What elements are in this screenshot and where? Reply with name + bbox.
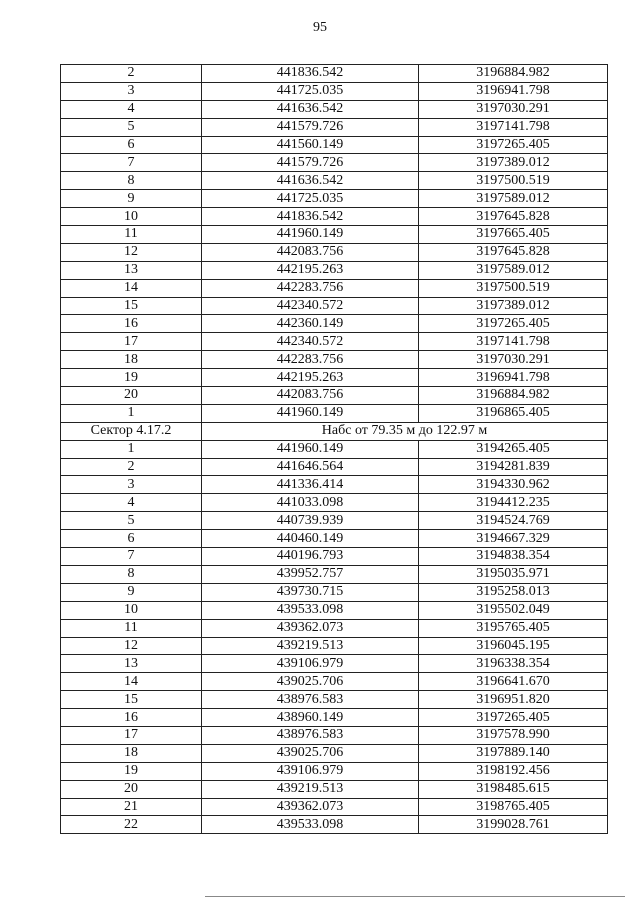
table-row (61, 226, 608, 244)
table-row (61, 673, 608, 691)
y-coordinate: 3197389.012 (419, 297, 608, 315)
point-number: 7 (61, 548, 202, 566)
y-coordinate: 3196941.798 (419, 369, 608, 387)
x-coordinate: 438960.149 (202, 709, 419, 727)
x-coordinate: 441033.098 (202, 494, 419, 512)
table-row (61, 637, 608, 655)
y-coordinate: 3197265.405 (419, 709, 608, 727)
x-coordinate: 441336.414 (202, 476, 419, 494)
point-number: 19 (61, 369, 202, 387)
x-coordinate: 440196.793 (202, 548, 419, 566)
y-coordinate: 3197665.405 (419, 226, 608, 244)
table-row (61, 440, 608, 458)
point-number: 8 (61, 172, 202, 190)
point-number: 22 (61, 816, 202, 834)
y-coordinate: 3197030.291 (419, 351, 608, 369)
y-coordinate: 3197389.012 (419, 154, 608, 172)
y-coordinate: 3196338.354 (419, 655, 608, 673)
table-row (61, 297, 608, 315)
table-row (61, 279, 608, 297)
x-coordinate: 439106.979 (202, 655, 419, 673)
y-coordinate: 3197030.291 (419, 100, 608, 118)
y-coordinate: 3197141.798 (419, 333, 608, 351)
point-number: 9 (61, 583, 202, 601)
point-number: 13 (61, 655, 202, 673)
y-coordinate: 3198765.405 (419, 798, 608, 816)
x-coordinate: 439730.715 (202, 583, 419, 601)
y-coordinate: 3197500.519 (419, 279, 608, 297)
y-coordinate: 3197589.012 (419, 261, 608, 279)
table-row (61, 548, 608, 566)
y-coordinate: 3194412.235 (419, 494, 608, 512)
table-row (61, 190, 608, 208)
point-number: 14 (61, 673, 202, 691)
x-coordinate: 441960.149 (202, 226, 419, 244)
points-after (61, 440, 608, 834)
point-number: 2 (61, 65, 202, 83)
table-row (61, 709, 608, 727)
x-coordinate: 442283.756 (202, 279, 419, 297)
y-coordinate: 3194524.769 (419, 512, 608, 530)
point-number: 16 (61, 315, 202, 333)
x-coordinate: 440739.939 (202, 512, 419, 530)
table-row (61, 369, 608, 387)
x-coordinate: 442360.149 (202, 315, 419, 333)
point-number: 10 (61, 208, 202, 226)
y-coordinate: 3194265.405 (419, 440, 608, 458)
point-number: 15 (61, 691, 202, 709)
x-coordinate: 439025.706 (202, 744, 419, 762)
x-coordinate: 441725.035 (202, 82, 419, 100)
y-coordinate: 3197265.405 (419, 136, 608, 154)
x-coordinate: 441636.542 (202, 172, 419, 190)
x-coordinate: 441836.542 (202, 208, 419, 226)
points-before (61, 65, 608, 423)
sector-row (61, 422, 608, 440)
table-row (61, 601, 608, 619)
y-coordinate: 3195258.013 (419, 583, 608, 601)
x-coordinate: 442340.572 (202, 297, 419, 315)
x-coordinate: 441725.035 (202, 190, 419, 208)
coordinates-table (60, 64, 608, 834)
table-row (61, 82, 608, 100)
table-row (61, 583, 608, 601)
point-number: 16 (61, 709, 202, 727)
table-row (61, 387, 608, 405)
y-coordinate: 3197589.012 (419, 190, 608, 208)
point-number: 6 (61, 136, 202, 154)
point-number: 12 (61, 243, 202, 261)
table-row (61, 691, 608, 709)
x-coordinate: 442195.263 (202, 261, 419, 279)
table-row (61, 726, 608, 744)
x-coordinate: 442195.263 (202, 369, 419, 387)
table-row (61, 565, 608, 583)
x-coordinate: 439362.073 (202, 619, 419, 637)
y-coordinate: 3195035.971 (419, 565, 608, 583)
sector-header (61, 422, 608, 440)
table-row (61, 154, 608, 172)
sector-note: Набс от 79.35 м до 122.97 м (202, 422, 608, 440)
x-coordinate: 441960.149 (202, 440, 419, 458)
point-number: 13 (61, 261, 202, 279)
point-number: 11 (61, 619, 202, 637)
y-coordinate: 3196045.195 (419, 637, 608, 655)
y-coordinate: 3198485.615 (419, 780, 608, 798)
x-coordinate: 439952.757 (202, 565, 419, 583)
table-row (61, 494, 608, 512)
table-row (61, 333, 608, 351)
table-row (61, 619, 608, 637)
y-coordinate: 3196951.820 (419, 691, 608, 709)
y-coordinate: 3199028.761 (419, 816, 608, 834)
y-coordinate: 3196884.982 (419, 387, 608, 405)
point-number: 5 (61, 118, 202, 136)
y-coordinate: 3197500.519 (419, 172, 608, 190)
y-coordinate: 3197645.828 (419, 243, 608, 261)
bottom-rule (205, 896, 625, 897)
y-coordinate: 3194838.354 (419, 548, 608, 566)
y-coordinate: 3196941.798 (419, 82, 608, 100)
y-coordinate: 3194330.962 (419, 476, 608, 494)
x-coordinate: 439025.706 (202, 673, 419, 691)
x-coordinate: 441836.542 (202, 65, 419, 83)
page-number: 95 (313, 20, 327, 35)
x-coordinate: 439106.979 (202, 762, 419, 780)
x-coordinate: 442083.756 (202, 243, 419, 261)
point-number: 1 (61, 404, 202, 422)
x-coordinate: 441960.149 (202, 404, 419, 422)
x-coordinate: 441636.542 (202, 100, 419, 118)
x-coordinate: 439362.073 (202, 798, 419, 816)
table-row (61, 744, 608, 762)
point-number: 4 (61, 494, 202, 512)
table-row (61, 243, 608, 261)
table-row (61, 816, 608, 834)
point-number: 8 (61, 565, 202, 583)
x-coordinate: 441579.726 (202, 118, 419, 136)
table-row (61, 404, 608, 422)
x-coordinate: 442340.572 (202, 333, 419, 351)
point-number: 12 (61, 637, 202, 655)
y-coordinate: 3196865.405 (419, 404, 608, 422)
table-row (61, 172, 608, 190)
table-row (61, 208, 608, 226)
table-row (61, 65, 608, 83)
y-coordinate: 3195502.049 (419, 601, 608, 619)
x-coordinate: 440460.149 (202, 530, 419, 548)
y-coordinate: 3195765.405 (419, 619, 608, 637)
y-coordinate: 3194281.839 (419, 458, 608, 476)
table-row (61, 351, 608, 369)
table-row (61, 118, 608, 136)
point-number: 6 (61, 530, 202, 548)
point-number: 7 (61, 154, 202, 172)
table-row (61, 530, 608, 548)
y-coordinate: 3198192.456 (419, 762, 608, 780)
point-number: 21 (61, 798, 202, 816)
x-coordinate: 438976.583 (202, 691, 419, 709)
point-number: 9 (61, 190, 202, 208)
point-number: 20 (61, 780, 202, 798)
point-number: 2 (61, 458, 202, 476)
x-coordinate: 442083.756 (202, 387, 419, 405)
table-row (61, 315, 608, 333)
table-row (61, 655, 608, 673)
x-coordinate: 441560.149 (202, 136, 419, 154)
x-coordinate: 438976.583 (202, 726, 419, 744)
point-number: 18 (61, 744, 202, 762)
y-coordinate: 3196884.982 (419, 65, 608, 83)
table-row (61, 780, 608, 798)
point-number: 20 (61, 387, 202, 405)
point-number: 3 (61, 82, 202, 100)
table-row (61, 100, 608, 118)
table-row (61, 512, 608, 530)
x-coordinate: 442283.756 (202, 351, 419, 369)
point-number: 5 (61, 512, 202, 530)
x-coordinate: 441646.564 (202, 458, 419, 476)
y-coordinate: 3197889.140 (419, 744, 608, 762)
x-coordinate: 439219.513 (202, 637, 419, 655)
table-row (61, 458, 608, 476)
x-coordinate: 439533.098 (202, 601, 419, 619)
y-coordinate: 3197578.990 (419, 726, 608, 744)
point-number: 3 (61, 476, 202, 494)
point-number: 1 (61, 440, 202, 458)
x-coordinate: 439219.513 (202, 780, 419, 798)
table-row (61, 476, 608, 494)
point-number: 17 (61, 726, 202, 744)
table-row (61, 798, 608, 816)
y-coordinate: 3197141.798 (419, 118, 608, 136)
y-coordinate: 3197645.828 (419, 208, 608, 226)
x-coordinate: 439533.098 (202, 816, 419, 834)
point-number: 15 (61, 297, 202, 315)
y-coordinate: 3194667.329 (419, 530, 608, 548)
y-coordinate: 3197265.405 (419, 315, 608, 333)
sector-label: Сектор 4.17.2 (61, 422, 202, 440)
point-number: 4 (61, 100, 202, 118)
point-number: 17 (61, 333, 202, 351)
table-row (61, 762, 608, 780)
y-coordinate: 3196641.670 (419, 673, 608, 691)
table-row (61, 136, 608, 154)
point-number: 14 (61, 279, 202, 297)
point-number: 10 (61, 601, 202, 619)
point-number: 11 (61, 226, 202, 244)
table-row (61, 261, 608, 279)
point-number: 19 (61, 762, 202, 780)
x-coordinate: 441579.726 (202, 154, 419, 172)
point-number: 18 (61, 351, 202, 369)
